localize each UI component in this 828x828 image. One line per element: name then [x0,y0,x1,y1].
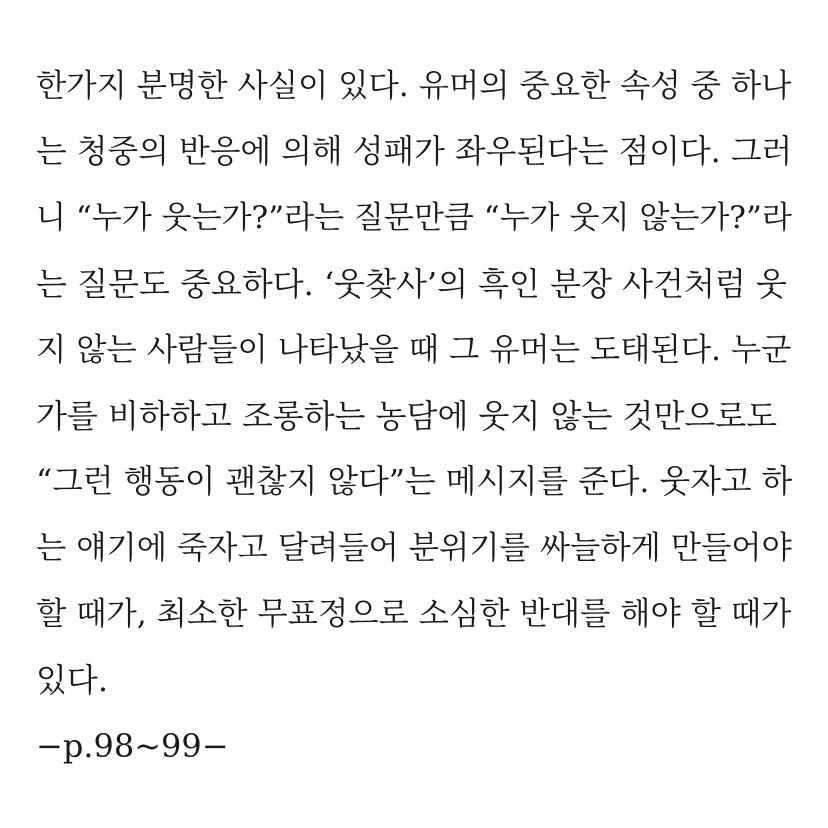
excerpt-line-5: 지 않는 사람들이 나타났을 때 그 유머는 도태된다. 누군 [36,332,792,368]
excerpt-line-10: 있다. [36,661,108,699]
excerpt-line-2: 는 청중의 반응에 의해 성패가 좌우된다는 점이다. 그러 [36,133,793,170]
excerpt-line-8: 는 얘기에 죽자고 달려들어 분위기를 싸늘하게 만들어야 [36,530,792,566]
excerpt-line-7: “그런 행동이 괜찮지 않다”는 메시지를 준다. 웃자고 하 [36,464,793,500]
excerpt-line-3: 니 “누가 웃는가?”라는 질문만큼 “누가 웃지 않는가?”라 [36,200,792,236]
excerpt-line-1: 한가지 분명한 사실이 있다. 유머의 중요한 속성 중 하나 [36,68,792,104]
excerpt-line-6: 가를 비하하고 조롱하는 농담에 웃지 않는 것만으로도 [36,397,778,435]
page-reference: −p.98~99− [36,727,229,765]
excerpt-line-9: 할 때가, 최소한 무표정으로 소심한 반대를 해야 할 때가 [36,596,792,632]
excerpt-line-4: 는 질문도 중요하다. ‘웃찾사’의 흑인 분장 사건처럼 웃 [36,265,787,303]
